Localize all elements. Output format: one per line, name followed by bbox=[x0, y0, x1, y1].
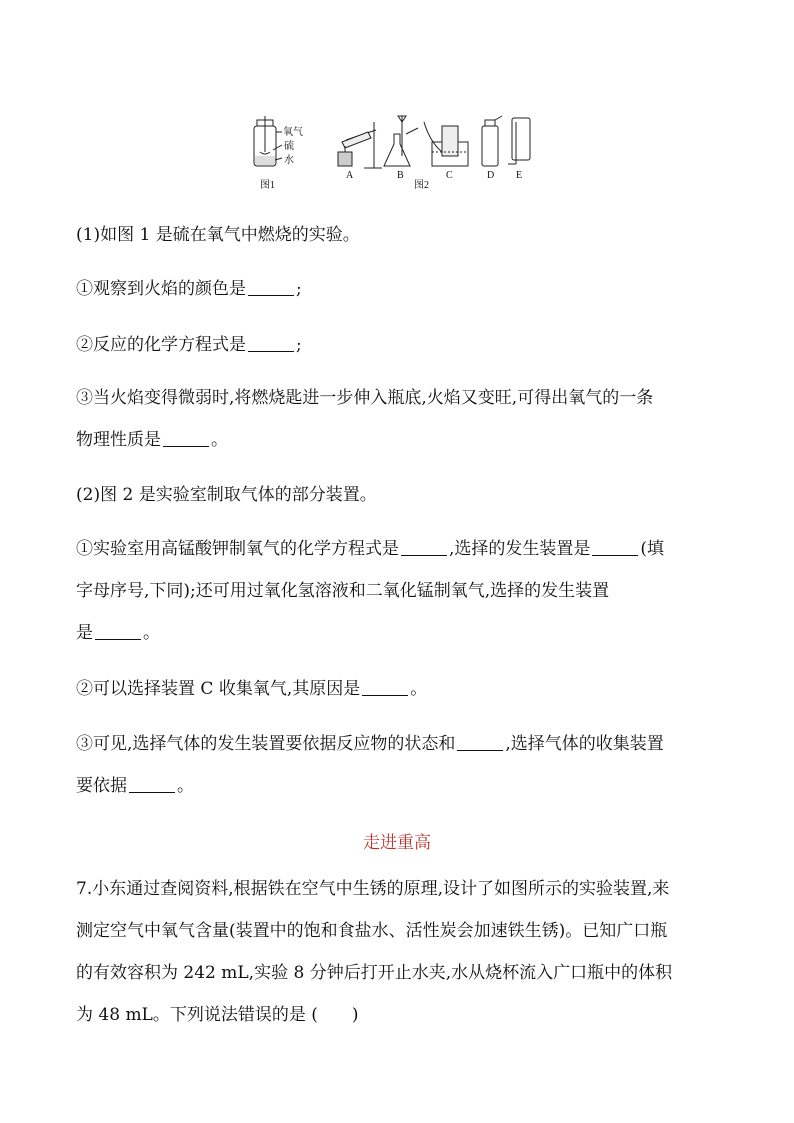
question7-line2: 测定空气中氧气含量(装置中的饱和食盐水、活性炭会加速铁生锈)。已知广口瓶 bbox=[76, 921, 668, 941]
part2-q2-text: ②可以选择装置 C 收集氧气,其原因是 bbox=[76, 679, 361, 699]
part1-q2 bbox=[76, 324, 721, 366]
part2-q1-c: (填 bbox=[640, 539, 665, 559]
part2-q2-end: 。 bbox=[410, 679, 428, 699]
answer-blank[interactable] bbox=[362, 679, 408, 696]
part1-q3-end: 。 bbox=[211, 430, 228, 450]
answer-blank[interactable] bbox=[129, 776, 175, 793]
part1-q1 bbox=[76, 268, 721, 310]
answer-blank[interactable] bbox=[248, 335, 294, 352]
part2-q3 bbox=[76, 723, 721, 807]
question7-line3: 的有效容积为 242 mL,实验 8 分钟后打开止水夹,水从烧杯流入广口瓶中的体积 bbox=[76, 963, 673, 983]
apparatus-svg bbox=[246, 112, 546, 194]
part1-q3-line1: ③当火焰变得微弱时,将燃烧匙进一步伸入瓶底,火焰又变旺,可得出氧气的一条 bbox=[76, 388, 654, 408]
part1-intro bbox=[76, 214, 721, 256]
figure1-gas-jar bbox=[254, 116, 282, 166]
answer-blank[interactable] bbox=[163, 430, 209, 447]
part2-q1-a: ①实验室用高锰酸钾制氧气的化学方程式是 bbox=[76, 539, 399, 559]
apparatus-letter-b: B bbox=[397, 170, 404, 181]
part2-intro bbox=[76, 474, 721, 516]
part1-q2-end: ; bbox=[296, 335, 302, 355]
apparatus-a bbox=[338, 122, 382, 168]
question-7 bbox=[76, 868, 721, 1036]
fig1-label-sulfur: 硫 bbox=[284, 141, 294, 152]
part2-q2 bbox=[76, 668, 721, 710]
apparatus-d bbox=[482, 116, 502, 166]
part2-q3-line2: 要依据 bbox=[76, 776, 127, 796]
apparatus-figures bbox=[246, 112, 546, 194]
part2-q3-end: 。 bbox=[177, 776, 194, 796]
part2-intro-text: (2)图 2 是实验室制取气体的部分装置。 bbox=[76, 485, 377, 505]
apparatus-letter-e: E bbox=[516, 170, 523, 181]
apparatus-letter-a: A bbox=[346, 170, 354, 181]
apparatus-b bbox=[384, 116, 418, 166]
question7-line1: 7.小东通过查阅资料,根据铁在空气中生锈的原理,设计了如图所示的实验装置,来 bbox=[76, 879, 670, 899]
part1-q3-line2: 物理性质是 bbox=[76, 430, 161, 450]
answer-blank[interactable] bbox=[248, 279, 294, 296]
answer-blank[interactable] bbox=[401, 539, 447, 556]
fig1-label-water: 水 bbox=[284, 155, 294, 166]
part2-q1-b: ,选择的发生装置是 bbox=[449, 539, 591, 559]
apparatus-letter-d: D bbox=[487, 170, 495, 181]
part2-q1-line3: 是 bbox=[76, 623, 93, 643]
answer-blank[interactable] bbox=[457, 734, 503, 751]
answer-blank[interactable] bbox=[592, 539, 638, 556]
section-title: 走进重高 bbox=[363, 833, 431, 853]
part1-q2-text: ②反应的化学方程式是 bbox=[76, 335, 246, 355]
apparatus-e bbox=[508, 118, 530, 164]
part2-q3-a: ③可见,选择气体的发生装置要依据反应物的状态和 bbox=[76, 734, 456, 754]
part1-q3 bbox=[76, 377, 721, 461]
part1-q1-text: ①观察到火焰的颜色是 bbox=[76, 279, 246, 299]
part2-q1-line2: 字母序号,下同);还可用过氧化氢溶液和二氧化锰制氧气,选择的发生装置 bbox=[76, 581, 610, 601]
part2-q3-b: ,选择气体的收集装置 bbox=[505, 734, 664, 754]
fig2-caption: 图2 bbox=[414, 180, 429, 191]
fig1-caption: 图1 bbox=[260, 180, 275, 191]
answer-blank[interactable] bbox=[95, 623, 141, 640]
apparatus-c bbox=[424, 122, 468, 166]
part1-intro-text: (1)如图 1 是硫在氧气中燃烧的实验。 bbox=[76, 225, 360, 245]
fig1-label-oxygen: 氧气 bbox=[283, 127, 303, 138]
part2-q1-end: 。 bbox=[143, 623, 160, 643]
part2-q1 bbox=[76, 528, 721, 654]
question7-line4: 为 48 mL。下列说法错误的是 bbox=[76, 1005, 306, 1025]
question7-choice[interactable]: ( ) bbox=[311, 1005, 359, 1025]
apparatus-letter-c: C bbox=[446, 170, 453, 181]
part1-q1-end: ; bbox=[296, 279, 302, 299]
